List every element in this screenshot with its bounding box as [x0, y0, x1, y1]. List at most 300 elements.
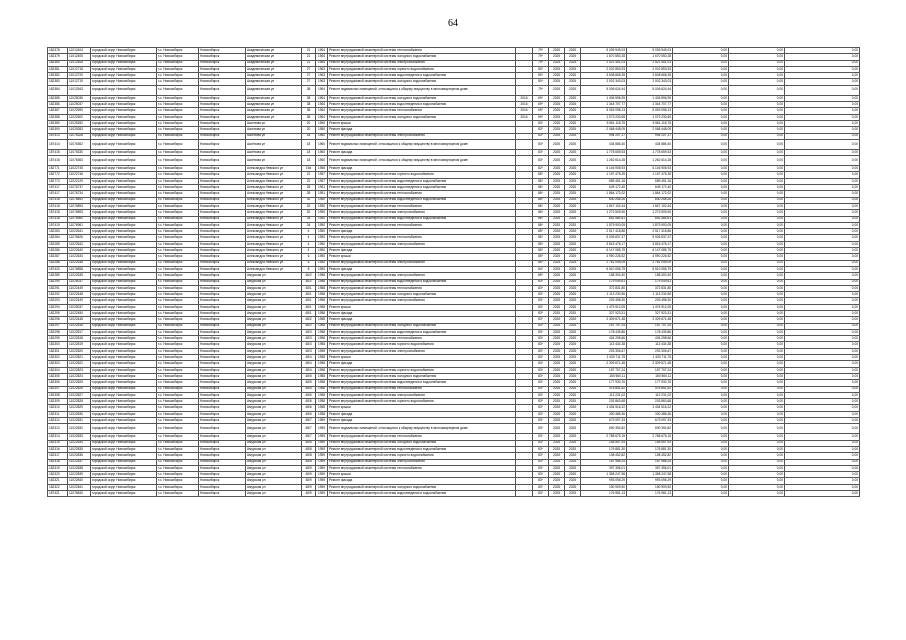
cell-total-cost: 158 300,40: [581, 273, 627, 279]
cell-locality: Новосибирск: [199, 260, 246, 266]
cell-municipality: городской округ Новосибирск: [91, 166, 157, 172]
cell-total-cost: 176 881,30: [581, 446, 627, 452]
cell-municipality: городской округ Новосибирск: [91, 133, 157, 139]
cell-wear-level: 83*: [533, 399, 549, 405]
cell-plan-end-year: 2025: [565, 399, 581, 405]
cell-total-cost: 176 981,13: [581, 491, 627, 497]
cell-plan-start-year: 2025: [549, 120, 565, 126]
cell-work-type: Ремонт внутридомовой инженерной системы теплоснабжения: [328, 222, 516, 228]
cell-work-type: Ремонт крыши: [328, 405, 516, 411]
cell-settlement: г.о. Новосибирск: [157, 380, 199, 386]
cell-wear-level: 83*: [533, 367, 549, 373]
cell-street: Александра Невского ул: [246, 210, 302, 216]
cell-settlement: г.о. Новосибирск: [157, 95, 199, 101]
cell-house-number: 48/1: [302, 285, 316, 291]
cell-wear-level: 83*: [533, 392, 549, 398]
cell-work-type: Ремонт внутридомовой инженерной системы электроснабжения: [328, 133, 516, 139]
cell-object-code: 11022835: [68, 446, 91, 452]
cell-plan-end-year: 2025: [565, 127, 581, 133]
cell-total-cost: 404 298,66: [581, 336, 627, 342]
cell-build-year: 1958: [316, 292, 328, 298]
cell-plan-end-year: 2025: [565, 60, 581, 66]
cell-federal-funds: 0,00: [673, 248, 729, 254]
cell-total-cost: 2 002 853,93: [581, 66, 627, 72]
cell-object-code: 11025282: [68, 120, 91, 126]
cell-regional-funds: 0,00: [729, 191, 785, 197]
cell-municipality: городской округ Новосибирск: [91, 418, 157, 424]
cell-street: Академическая ул: [246, 95, 302, 101]
cell-regional-funds: 0,00: [729, 310, 785, 316]
cell-plan-end-year: 2025: [565, 440, 581, 446]
cell-plan-start-year: 2025: [549, 66, 565, 72]
cell-federal-funds: 0,00: [673, 114, 729, 120]
cell-local-funds: 0,00: [785, 203, 860, 209]
cell-plan-end-year: 2025: [565, 133, 581, 139]
cell-fund-cost: 178 435,86: [627, 329, 673, 335]
cell-build-year: 1959: [316, 453, 328, 459]
cell-local-funds: 0,00: [785, 102, 860, 108]
cell-plan-start-year: 2025: [549, 336, 565, 342]
cell-locality: Новосибирск: [199, 248, 246, 254]
cell-object-code: 11022449: [68, 285, 91, 291]
cell-wear-level: 83*: [533, 348, 549, 354]
cell-record-id: 182289: [48, 273, 68, 279]
cell-house-number: 20: [302, 127, 316, 133]
cell-street: Амурская ул: [246, 298, 302, 304]
cell-fund-cost: 673 097,33: [627, 418, 673, 424]
cell-object-code: 11022825: [68, 380, 91, 386]
cell-build-year: 1950: [316, 210, 328, 216]
cell-settlement: г.о. Новосибирск: [157, 216, 199, 222]
cell-total-cost: 649 172,40: [581, 185, 627, 191]
cell-plan-start-year: 2025: [549, 114, 565, 120]
cell-plan-start-year: 2025: [549, 248, 565, 254]
cell-build-year: 1958: [316, 355, 328, 361]
cell-object-code: 11022634: [68, 254, 91, 260]
cell-street: Аксенова ул: [246, 127, 302, 133]
cell-build-year: 1959: [316, 418, 328, 424]
cell-work-type: Ремонт фасада: [328, 248, 516, 254]
cell-record-id: 182296: [48, 317, 68, 323]
cell-municipality: городской округ Новосибирск: [91, 185, 157, 191]
cell-fund-cost: 112 231,02: [627, 392, 673, 398]
cell-regional-funds: 0,00: [729, 465, 785, 471]
cell-locality: Новосибирск: [199, 323, 246, 329]
cell-street: Амурская ул: [246, 367, 302, 373]
cell-object-code: 11022828: [68, 399, 91, 405]
cell-house-number: 48/8: [302, 440, 316, 446]
cell-municipality: городской округ Новосибирск: [91, 108, 157, 114]
cell-wear-level: 83*: [533, 478, 549, 484]
cell-object-code: 11022642: [68, 241, 91, 247]
cell-total-cost: 5 561 118,75: [581, 120, 627, 126]
cell-total-cost: 994 207,17: [581, 133, 627, 139]
cell-regional-funds: 0,00: [729, 348, 785, 354]
cell-object-code: 11022449: [68, 298, 91, 304]
cell-house-number: 21: [302, 54, 316, 60]
cell-fund-cost: 327 923,31: [627, 310, 673, 316]
cell-locality: Новосибирск: [199, 418, 246, 424]
cell-fund-cost: 649 172,40: [627, 185, 673, 191]
cell-house-number: 32: [302, 197, 316, 203]
cell-settlement: г.о. Новосибирск: [157, 373, 199, 379]
cell-plan-end-year: 2025: [565, 114, 581, 120]
cell-regional-funds: 0,00: [729, 405, 785, 411]
cell-federal-funds: 0,00: [673, 54, 729, 60]
cell-plan-end-year: 2025: [565, 367, 581, 373]
cell-wear-level: 83*: [533, 149, 549, 155]
cell-object-code: 11025037: [68, 279, 91, 285]
cell-wear-level: 83*: [533, 317, 549, 323]
cell-house-number: 48/8: [302, 446, 316, 452]
cell-federal-funds: 0,00: [673, 446, 729, 452]
cell-total-cost: 651 584,61: [581, 216, 627, 222]
cell-build-year: 1958: [316, 310, 328, 316]
cell-house-number: 48/3: [302, 348, 316, 354]
cell-street: Амурская ул: [246, 355, 302, 361]
cell-settlement: г.о. Новосибирск: [157, 248, 199, 254]
cell-house-number: 27: [302, 66, 316, 72]
cell-locality: Новосибирск: [199, 298, 246, 304]
cell-municipality: городской округ Новосибирск: [91, 229, 157, 235]
cell-object-code: 11022837: [68, 459, 91, 465]
cell-plan-start-year: 2025: [549, 440, 565, 446]
cell-federal-funds: 0,00: [673, 95, 729, 101]
cell-wear-level: 83*: [533, 279, 549, 285]
cell-regional-funds: 0,00: [729, 367, 785, 373]
cell-plan-end-year: 2025: [565, 380, 581, 386]
cell-wear-level: 79*: [533, 85, 549, 95]
cell-record-id: 187417: [48, 185, 68, 191]
cell-federal-funds: 0,00: [673, 172, 729, 178]
cell-plan-start-year: 2025: [549, 405, 565, 411]
cell-wear-level: 83*: [533, 453, 549, 459]
cell-local-funds: 0,00: [785, 172, 860, 178]
cell-regional-funds: 0,00: [729, 127, 785, 133]
cell-local-funds: 0,00: [785, 114, 860, 120]
cell-work-type: Ремонт внутридомовой инженерной системы электроснабжения: [328, 241, 516, 247]
cell-settlement: г.о. Новосибирск: [157, 210, 199, 216]
cell-wear-level: 69*: [533, 102, 549, 108]
cell-plan-end-year: 2025: [565, 108, 581, 114]
cell-build-year: 1959: [316, 465, 328, 471]
cell-work-type: Ремонт внутридомовой инженерной системы водоотведения и водоснабжения: [328, 197, 516, 203]
cell-fund-cost: 2 309 671,48: [627, 361, 673, 367]
cell-house-number: 18: [302, 139, 316, 149]
cell-street: Амурская ул: [246, 434, 302, 440]
cell-wear-level: 83*: [533, 361, 549, 367]
cell-municipality: городской округ Новосибирск: [91, 266, 157, 272]
cell-object-code: 11022600: [68, 114, 91, 120]
cell-record-id: 182303: [48, 361, 68, 367]
cell-plan-start-year: 2025: [549, 54, 565, 60]
cell-house-number: 21: [302, 60, 316, 66]
cell-previous-repair-year: [516, 139, 533, 149]
cell-regional-funds: 0,00: [729, 446, 785, 452]
cell-plan-start-year: 2025: [549, 149, 565, 155]
cell-locality: Новосибирск: [199, 185, 246, 191]
cell-build-year: 1957: [316, 178, 328, 184]
cell-regional-funds: 0,00: [729, 149, 785, 155]
cell-regional-funds: 0,00: [729, 392, 785, 398]
cell-record-id: 182387: [48, 108, 68, 114]
cell-work-type: Ремонт внутридомовой инженерной системы теплоснабжения: [328, 235, 516, 241]
cell-federal-funds: 0,00: [673, 491, 729, 497]
cell-plan-end-year: 2025: [565, 453, 581, 459]
cell-wear-level: 86*: [533, 210, 549, 216]
cell-record-id: 182382: [48, 73, 68, 79]
cell-fund-cost: 994 207,17: [627, 133, 673, 139]
cell-street: Академическая ул: [246, 66, 302, 72]
cell-build-year: 1958: [316, 405, 328, 411]
cell-plan-start-year: 2025: [549, 478, 565, 484]
table-row: [48, 85, 860, 95]
cell-settlement: г.о. Новосибирск: [157, 323, 199, 329]
cell-municipality: городской округ Новосибирск: [91, 197, 157, 203]
cell-object-code: 11076893: [68, 210, 91, 216]
cell-municipality: городской округ Новосибирск: [91, 156, 157, 166]
cell-locality: Новосибирск: [199, 79, 246, 85]
cell-previous-repair-year: [516, 85, 533, 95]
cell-object-code: 11022817: [68, 329, 91, 335]
cell-fund-cost: 150 909,50: [627, 484, 673, 490]
cell-settlement: г.о. Новосибирск: [157, 254, 199, 260]
cell-work-type: Ремонт внутридомовой инженерной системы водоотведения и водоснабжения: [328, 185, 516, 191]
cell-fund-cost: 2 002 853,93: [627, 66, 673, 72]
cell-total-cost: 108 452,82: [581, 453, 627, 459]
cell-wear-level: 83*: [533, 285, 549, 291]
cell-previous-repair-year: 2016: [516, 114, 533, 120]
cell-house-number: 48/5: [302, 386, 316, 392]
cell-street: Амурская ул: [246, 418, 302, 424]
cell-record-id: 182284: [48, 235, 68, 241]
cell-work-type: Ремонт внутридомовой инженерной системы электроснабжения: [328, 459, 516, 465]
cell-work-type: Ремонт внутридомовой инженерной системы теплоснабжения: [328, 434, 516, 440]
cell-federal-funds: 0,00: [673, 478, 729, 484]
cell-regional-funds: 0,00: [729, 60, 785, 66]
cell-plan-start-year: 2025: [549, 484, 565, 490]
cell-plan-start-year: 2025: [549, 166, 565, 172]
cell-regional-funds: 0,00: [729, 114, 785, 120]
cell-federal-funds: 0,00: [673, 120, 729, 126]
cell-municipality: городской округ Новосибирск: [91, 392, 157, 398]
cell-locality: Новосибирск: [199, 292, 246, 298]
cell-local-funds: 0,00: [785, 222, 860, 228]
cell-record-id: 187417: [48, 191, 68, 197]
cell-object-code: 11076734: [68, 191, 91, 197]
cell-local-funds: 0,00: [785, 166, 860, 172]
cell-house-number: 48/6: [302, 399, 316, 405]
cell-plan-end-year: 2025: [565, 266, 581, 272]
cell-record-id: 182385: [48, 95, 68, 101]
cell-work-type: Ремонт внутридомовой инженерной системы холодного водоснабжения: [328, 440, 516, 446]
cell-fund-cost: 1 197 475,39: [627, 172, 673, 178]
cell-work-type: Ремонт внутридомовой инженерной системы электроснабжения: [328, 392, 516, 398]
cell-work-type: Ремонт внутридомовой инженерной системы теплоснабжения: [328, 336, 516, 342]
cell-locality: Новосибирск: [199, 66, 246, 72]
cell-federal-funds: 0,00: [673, 216, 729, 222]
cell-fund-cost: 203 306,67: [627, 348, 673, 354]
cell-municipality: городской округ Новосибирск: [91, 342, 157, 348]
cell-work-type: Ремонт внутридомовой инженерной системы холодного водоснабжения: [328, 484, 516, 490]
cell-work-type: Ремонт фасада: [328, 317, 516, 323]
cell-fund-cost: 1 273 509,90: [627, 210, 673, 216]
cell-work-type: Ремонт внутридомовой инженерной системы теплоснабжения: [328, 108, 516, 114]
cell-local-funds: 0,00: [785, 392, 860, 398]
cell-locality: Новосибирск: [199, 102, 246, 108]
cell-wear-level: 85*: [533, 178, 549, 184]
cell-locality: Новосибирск: [199, 229, 246, 235]
cell-regional-funds: 0,00: [729, 304, 785, 310]
cell-plan-start-year: 2025: [549, 79, 565, 85]
cell-settlement: г.о. Новосибирск: [157, 453, 199, 459]
cell-house-number: 6: [302, 254, 316, 260]
cell-plan-start-year: 2025: [549, 298, 565, 304]
cell-object-code: 11012404: [68, 48, 91, 54]
cell-local-funds: 0,00: [785, 361, 860, 367]
cell-build-year: 1958: [316, 304, 328, 310]
cell-federal-funds: 0,00: [673, 392, 729, 398]
cell-plan-end-year: 2025: [565, 79, 581, 85]
cell-street: Амурская ул: [246, 399, 302, 405]
cell-settlement: г.о. Новосибирск: [157, 102, 199, 108]
cell-street: Амурская ул: [246, 386, 302, 392]
cell-house-number: 19а: [302, 166, 316, 172]
cell-local-funds: 0,00: [785, 185, 860, 191]
cell-street: Академическая ул: [246, 79, 302, 85]
cell-build-year: 1950: [316, 216, 328, 222]
cell-street: Амурская ул: [246, 310, 302, 316]
cell-settlement: г.о. Новосибирск: [157, 273, 199, 279]
cell-plan-end-year: 2025: [565, 197, 581, 203]
cell-street: Амурская ул: [246, 342, 302, 348]
cell-work-type: Ремонт внутридомовой инженерной системы водоотведения и водоснабжения: [328, 380, 516, 386]
cell-federal-funds: 0,00: [673, 380, 729, 386]
cell-federal-funds: 0,00: [673, 127, 729, 133]
cell-fund-cost: 5 006 624,44: [627, 85, 673, 95]
cell-build-year: 1951: [316, 185, 328, 191]
cell-street: Академическая ул: [246, 102, 302, 108]
cell-plan-end-year: 2025: [565, 166, 581, 172]
cell-plan-start-year: 2025: [549, 172, 565, 178]
cell-fund-cost: 6 147 085,75: [627, 248, 673, 254]
cell-house-number: 48/7: [302, 424, 316, 434]
cell-municipality: городской округ Новосибирск: [91, 279, 157, 285]
cell-local-funds: 0,00: [785, 446, 860, 452]
cell-street: Амурская ул: [246, 411, 302, 417]
cell-municipality: городской округ Новосибирск: [91, 79, 157, 85]
cell-regional-funds: 0,00: [729, 222, 785, 228]
cell-build-year: 1960: [316, 133, 328, 139]
cell-plan-start-year: 2025: [549, 361, 565, 367]
cell-locality: Новосибирск: [199, 386, 246, 392]
cell-fund-cost: 203 863,68: [627, 399, 673, 405]
cell-locality: Новосибирск: [199, 348, 246, 354]
cell-municipality: городской округ Новосибирск: [91, 172, 157, 178]
cell-plan-end-year: 2025: [565, 298, 581, 304]
cell-street: Амурская ул: [246, 285, 302, 291]
cell-local-funds: 0,00: [785, 95, 860, 101]
cell-object-code: 11022636: [68, 260, 91, 266]
cell-local-funds: 0,00: [785, 66, 860, 72]
cell-record-id: 182311: [48, 411, 68, 417]
cell-municipality: городской округ Новосибирск: [91, 254, 157, 260]
cell-wear-level: 83*: [533, 405, 549, 411]
cell-locality: Новосибирск: [199, 304, 246, 310]
cell-plan-start-year: 2025: [549, 355, 565, 361]
cell-total-cost: 2 068 448,09: [581, 127, 627, 133]
cell-wear-level: 83*: [533, 120, 549, 126]
cell-wear-level: 83*: [533, 446, 549, 452]
cell-settlement: г.о. Новосибирск: [157, 491, 199, 497]
cell-regional-funds: 0,00: [729, 323, 785, 329]
cell-record-id: 182304: [48, 367, 68, 373]
cell-build-year: 1950: [316, 248, 328, 254]
cell-record-id: 182384: [48, 85, 68, 95]
cell-work-type: Ремонт фасада: [328, 127, 516, 133]
cell-municipality: городской округ Новосибирск: [91, 273, 157, 279]
cell-plan-start-year: 2025: [549, 235, 565, 241]
cell-total-cost: 476 851,52: [581, 386, 627, 392]
cell-build-year: 1958: [316, 411, 328, 417]
cell-regional-funds: 0,00: [729, 85, 785, 95]
cell-plan-start-year: 2025: [549, 229, 565, 235]
cell-total-cost: 179 049,61: [581, 279, 627, 285]
cell-work-type: Ремонт крыши: [328, 355, 516, 361]
cell-total-cost: 1 358 247,58: [581, 472, 627, 478]
cell-street: Александра Невского ул: [246, 254, 302, 260]
cell-plan-end-year: 2025: [565, 418, 581, 424]
cell-local-funds: 0,00: [785, 424, 860, 434]
cell-federal-funds: 0,00: [673, 166, 729, 172]
cell-settlement: г.о. Новосибирск: [157, 342, 199, 348]
cell-municipality: городской округ Новосибирск: [91, 361, 157, 367]
cell-record-id: 187418: [48, 216, 68, 222]
cell-settlement: г.о. Новосибирск: [157, 85, 199, 95]
cell-settlement: г.о. Новосибирск: [157, 459, 199, 465]
cell-build-year: 1963: [316, 79, 328, 85]
cell-regional-funds: 0,00: [729, 386, 785, 392]
cell-fund-cost: 689 451,16: [627, 178, 673, 184]
table-row: [48, 156, 860, 166]
cell-settlement: г.о. Новосибирск: [157, 48, 199, 54]
cell-locality: Новосибирск: [199, 166, 246, 172]
cell-federal-funds: 0,00: [673, 235, 729, 241]
cell-object-code: 11022448: [68, 292, 91, 298]
cell-object-code: 11022834: [68, 440, 91, 446]
cell-house-number: 4: [302, 241, 316, 247]
cell-locality: Новосибирск: [199, 191, 246, 197]
cell-work-type: Ремонт крыши: [328, 304, 516, 310]
cell-street: Александра Невского ул: [246, 166, 302, 172]
cell-municipality: городской округ Новосибирск: [91, 459, 157, 465]
cell-settlement: г.о. Новосибирск: [157, 166, 199, 172]
cell-regional-funds: 0,00: [729, 373, 785, 379]
cell-wear-level: 83*: [533, 127, 549, 133]
cell-plan-end-year: 2025: [565, 73, 581, 79]
cell-build-year: 1963: [316, 66, 328, 72]
cell-plan-start-year: 2025: [549, 178, 565, 184]
cell-total-cost: 1 778 659,53: [581, 149, 627, 155]
cell-locality: Новосибирск: [199, 424, 246, 434]
cell-wear-level: 85*: [533, 235, 549, 241]
cell-plan-start-year: 2025: [549, 348, 565, 354]
cell-federal-funds: 0,00: [673, 108, 729, 114]
cell-municipality: городской округ Новосибирск: [91, 102, 157, 108]
cell-plan-start-year: 2025: [549, 292, 565, 298]
cell-regional-funds: 0,00: [729, 66, 785, 72]
cell-plan-start-year: 2025: [549, 241, 565, 247]
